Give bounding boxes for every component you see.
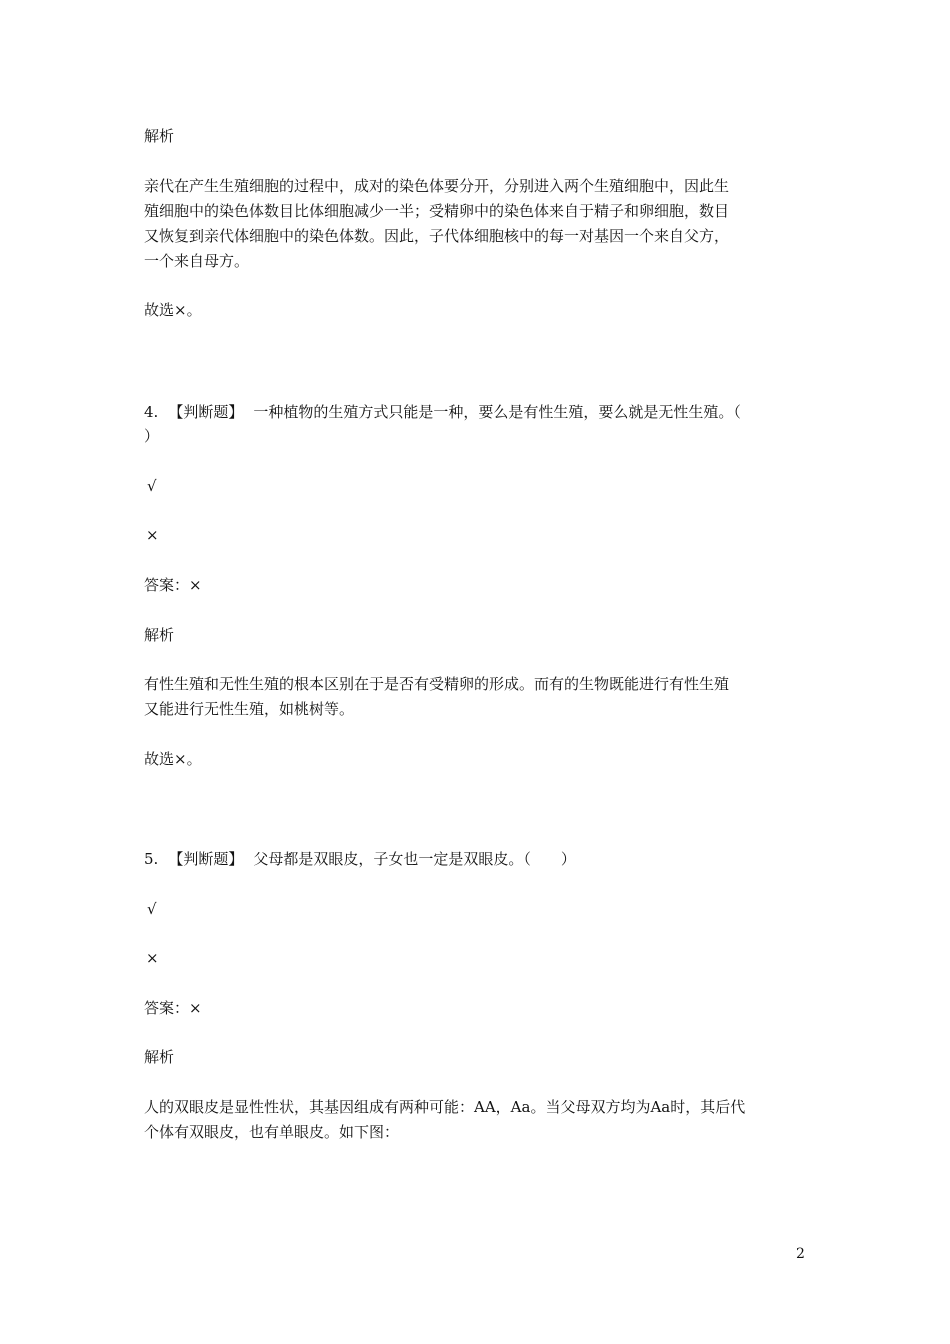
question-text: 一种植物的生殖方式只能是一种，要么是有性生殖，要么就是无性生殖。（	[253, 403, 741, 421]
analysis-paragraph	[144, 672, 810, 722]
question-text: 父母都是双眼皮，子女也一定是双眼皮。（ ）	[253, 850, 576, 868]
option-false[interactable]: ×	[146, 949, 159, 967]
page-number: 2	[796, 1246, 805, 1262]
question-number: 5.	[144, 850, 159, 868]
analysis-heading: 解析	[144, 1048, 175, 1066]
analysis-line: 有性生殖和无性生殖的根本区别在于是否有受精卵的形成。而有的生物既能进行有性生殖	[144, 675, 730, 693]
analysis-paragraph	[144, 1095, 810, 1145]
answer-text: 答案：×	[144, 999, 202, 1017]
analysis-line: 人的双眼皮是显性性状，其基因组成有两种可能：AA，Aa。当父母双方均为Aa时，其后代	[144, 1098, 746, 1116]
analysis-heading: 解析	[144, 626, 175, 644]
question-number: 4.	[144, 403, 159, 421]
question-type-tag: 【判断题】	[168, 403, 244, 421]
option-true[interactable]: √	[147, 477, 157, 495]
question-type-tag: 【判断题】	[168, 850, 244, 868]
analysis-line: 殖细胞中的染色体数目比体细胞减少一半；受精卵中的染色体来自于精子和卵细胞，数目	[144, 202, 730, 220]
question-5-stem	[144, 849, 576, 869]
analysis-paragraph	[144, 174, 810, 274]
answer-text: 答案：×	[144, 576, 202, 594]
analysis-line: 亲代在产生生殖细胞的过程中，成对的染色体要分开，分别进入两个生殖细胞中，因此生	[144, 177, 730, 195]
conclusion-text: 故选×。	[144, 750, 202, 768]
question-4-stem	[144, 402, 741, 422]
analysis-line: 一个来自母方。	[144, 252, 250, 270]
analysis-line: 个体有双眼皮，也有单眼皮。如下图：	[144, 1123, 400, 1141]
option-true[interactable]: √	[147, 900, 157, 918]
question-4-stem-continuation: ）	[144, 427, 160, 445]
analysis-line: 又能进行无性生殖，如桃树等。	[144, 700, 355, 718]
conclusion-text: 故选×。	[144, 301, 202, 319]
option-false[interactable]: ×	[146, 526, 159, 544]
analysis-heading: 解析	[144, 127, 175, 145]
analysis-line: 又恢复到亲代体细胞中的染色体数。因此，子代体细胞核中的每一对基因一个来自父方，	[144, 227, 730, 245]
